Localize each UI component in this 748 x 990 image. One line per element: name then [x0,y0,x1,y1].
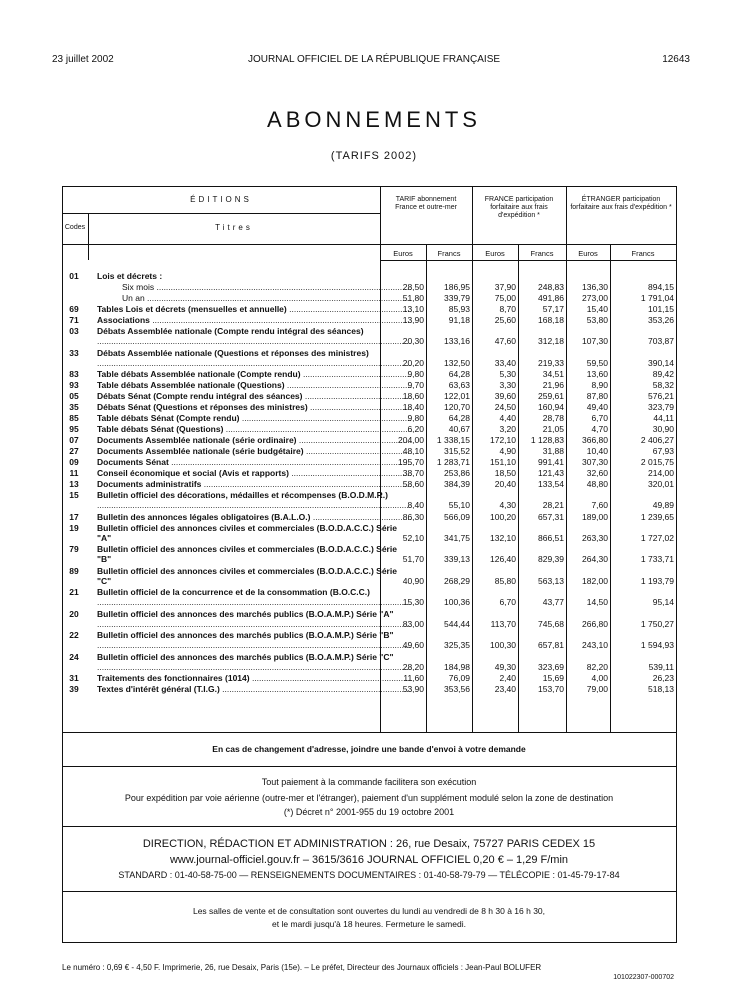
row-value: 1 727,02 [640,532,674,543]
row-value: 37,90 [494,282,516,292]
row-code: 79 [69,544,79,554]
table-row [62,304,674,315]
row-code: 33 [69,347,79,358]
row-value: 353,56 [444,684,470,694]
row-code: 17 [69,511,79,522]
editions-divider [62,213,380,214]
row-title: Bulletin officiel de la concurrence et de la consommation (B.O.C.C.) ..... [97,587,412,609]
row-title: Traitements des fonctionnaires (1014) ..... [97,673,412,683]
row-value: 82,20 [586,661,608,672]
row-title: Débats Assemblée nationale (Compte rendu intégral des séances) ..... [97,326,412,348]
decree-note: (*) Décret n° 2001-955 du 19 octobre 2001 [283,807,455,817]
table-bottom-border [62,732,676,733]
row-title: Documents Assemblée nationale (série ordinaire) ..... [97,435,412,445]
table-row [62,684,674,695]
payment-note: Tout paiement à la commande facilitera son exécution [261,777,477,787]
row-value: 390,14 [648,357,674,368]
row-value: 657,81 [538,640,564,650]
row-value: 1 193,79 [640,575,674,586]
row-code: 13 [69,479,79,489]
row-code: 83 [69,369,79,379]
direction-phones: STANDARD : 01-40-58-75-00 — RENSEIGNEMENTS DOCUMENTAIRES : 01-40-58-79-79 — TÉLÉCOPIE : 01-45-79-17-84 [118,870,620,880]
row-value: 64,28 [448,413,470,423]
row-value: 83,00 [402,618,424,629]
row-value: 91,18 [448,315,470,325]
table-row [62,380,674,391]
row-value: 31,88 [542,446,564,456]
row-code: 27 [69,446,79,456]
row-value: 38,70 [402,468,424,478]
sales-hours-2: et le mardi jusqu'à 18 heures. Fermeture le samedi. [272,919,466,929]
row-value: 866,51 [538,532,564,543]
row-value: 13,60 [586,369,608,379]
row-value: 9,80 [407,413,424,423]
row-value: 15,40 [586,304,608,314]
table-row [62,468,674,479]
table-row [62,490,674,512]
row-value: 6,70 [591,413,608,423]
direction-web: www.journal-officiel.gouv.fr – 3615/3616 JOURNAL OFFICIEL 0,20 € – 1,29 F/min [169,854,569,866]
row-value: 4,40 [499,413,516,423]
row-value: 576,21 [648,391,674,401]
row-value: 323,79 [648,402,674,412]
etranger-header: ÉTRANGER participation forfaitaire aux frais d'expédition * [570,196,672,211]
table-row [62,565,674,588]
row-value: 113,70 [490,618,516,629]
row-value: 2,40 [499,673,516,683]
row-value: 133,54 [538,479,564,489]
row-value: 1 283,71 [436,457,470,467]
row-value: 15,69 [542,673,564,683]
table-row [62,673,674,684]
row-value: 8,70 [499,304,516,314]
row-value: 49,89 [652,500,674,510]
table-row [62,315,674,326]
row-value: 195,70 [398,457,424,467]
row-value: 341,75 [444,532,470,543]
row-code: 11 [69,468,79,478]
row-value: 49,40 [586,402,608,412]
unit-francs-1: Francs [437,249,461,258]
row-value: 58,32 [652,380,674,390]
table-row [62,293,674,304]
row-value: 991,41 [538,457,564,467]
table-row [62,424,674,435]
row-value: 9,80 [407,369,424,379]
row-code: 39 [69,684,79,694]
row-value: 126,40 [490,554,516,564]
row-value: 339,13 [444,554,470,564]
row-value: 339,79 [444,293,470,303]
row-title: Bulletin officiel des annonces des marchés publics (B.O.A.M.P.) Série "B" ..... [97,630,412,652]
row-value: 136,30 [582,282,608,292]
row-title: Bulletin officiel des annonces des marchés publics (B.O.A.M.P.) Série "A" ..... [97,609,412,631]
row-value: 189,00 [582,511,608,522]
row-value: 132,50 [444,357,470,368]
row-value: 1 733,71 [640,554,674,564]
table-row [62,282,674,293]
row-value: 312,18 [538,336,564,346]
row-title: Documents Assemblée nationale (série budgétaire) ..... [97,446,412,456]
row-code: 69 [69,304,79,314]
row-value: 59,50 [586,357,608,368]
table-row [62,544,674,566]
row-value: 85,93 [448,304,470,314]
row-value: 153,70 [538,684,564,694]
row-code: 24 [69,651,79,662]
table-row [62,630,674,652]
row-value: 18,40 [402,402,424,412]
table-row [62,587,674,609]
row-value: 100,20 [490,511,516,522]
table-row [62,347,674,370]
row-value: 121,43 [538,468,564,478]
row-value: 320,01 [648,479,674,489]
row-title: Table débats Sénat (Compte rendu) ..... [97,413,412,423]
row-title: Table débats Sénat (Questions) ..... [97,424,412,434]
row-value: 539,11 [648,661,674,672]
row-value: 268,29 [444,575,470,586]
row-value: 32,60 [586,468,608,478]
row-title: Débats Sénat (Compte rendu intégral des séances) ..... [97,391,412,401]
row-value: 51,70 [402,554,424,564]
direction-address: DIRECTION, RÉDACTION ET ADMINISTRATION : 26, rue Desaix, 75727 PARIS CEDEX 15 [142,838,596,850]
row-code: 31 [69,673,79,683]
codes-divider [88,213,89,260]
row-title: Table débats Assemblée nationale (Questions) ..... [97,380,412,390]
row-value: 253,86 [444,468,470,478]
row-title: Bulletin officiel des annonces civiles et commerciales (B.O.D.A.C.C.) Série "A" ..... [97,523,412,545]
table-row [62,413,674,424]
header-divider [62,244,676,245]
row-value: 4,90 [499,446,516,456]
row-title: Lois et décrets : [97,271,163,281]
row-value: 49,60 [402,640,424,650]
row-value: 76,09 [448,673,470,683]
row-value: 21,05 [542,424,564,434]
unit-francs-3: Francs [631,249,655,258]
table-row [62,369,674,380]
notes-right-border [676,732,677,942]
row-value: 1 750,27 [640,618,674,629]
row-value: 28,50 [402,282,424,292]
row-value: 55,10 [448,500,470,510]
row-value: 58,60 [402,479,424,489]
row-value: 53,80 [586,315,608,325]
codes-header: Codes [64,224,86,231]
row-value: 13,90 [402,315,424,325]
row-value: 6,70 [499,597,516,607]
row-code: 19 [69,522,79,533]
row-value: 5,30 [499,369,516,379]
row-value: 43,77 [542,597,564,607]
row-value: 132,10 [490,532,516,543]
notes-left-border [62,732,63,942]
row-value: 264,30 [582,554,608,564]
row-value: 85,80 [494,575,516,586]
row-value: 34,51 [542,369,564,379]
row-value: 18,60 [402,391,424,401]
row-value: 4,30 [499,500,516,510]
row-value: 75,00 [494,293,516,303]
row-value: 182,00 [582,575,608,586]
row-value: 9,70 [407,380,424,390]
row-value: 40,67 [448,424,470,434]
row-value: 28,21 [542,500,564,510]
row-value: 1 239,65 [640,511,674,522]
row-value: 39,60 [494,391,516,401]
table-row [62,457,674,468]
row-title: Bulletin officiel des annonces des marchés publics (B.O.A.M.P.) Série "C" ..... [97,652,412,674]
row-value: 101,15 [648,304,674,314]
row-value: 491,86 [538,293,564,303]
row-value: 259,61 [538,391,564,401]
row-value: 53,90 [402,684,424,694]
row-title: Bulletin officiel des annonces civiles et commerciales (B.O.D.A.C.C.) Série "B" ..... [97,544,412,566]
row-value: 100,36 [444,597,470,607]
notes-divider-1 [62,766,676,767]
row-value: 266,80 [582,618,608,629]
tarif-header: TARIF abonnement France et outre-mer [395,196,457,211]
row-value: 28,78 [542,413,564,423]
row-value: 52,10 [402,532,424,543]
header-page-number: 12643 [662,54,690,65]
unit-euros-3: Euros [578,249,598,258]
row-value: 243,10 [582,640,608,650]
row-value: 122,01 [444,391,470,401]
table-row [62,402,674,413]
row-value: 48,10 [402,446,424,456]
row-title: Associations ..... [97,315,412,325]
row-value: 48,80 [586,479,608,489]
row-value: 51,80 [402,293,424,303]
row-value: 8,90 [591,380,608,390]
row-value: 10,40 [586,446,608,456]
row-value: 184,98 [444,661,470,672]
footer-text: Le numéro : 0,69 € - 4,50 F. Imprimerie, 26, rue Desaix, Paris (15e). – Le préfet, Directeur des Journaux officiels : Jean-Paul BOLUFER [62,963,542,972]
air-mail-note: Pour expédition par voie aérienne (outre-mer et l'étranger), paiement d'un supplément modulé selon la zone de destination [124,793,614,803]
row-value: 160,94 [538,402,564,412]
row-value: 384,39 [444,479,470,489]
row-value: 829,39 [538,554,564,564]
row-value: 4,00 [591,673,608,683]
notes-divider-2 [62,826,676,827]
row-value: 30,90 [652,424,674,434]
row-title: Tables Lois et décrets (mensuelles et annuelle) ..... [97,304,412,314]
row-value: 657,31 [538,511,564,522]
row-value: 64,28 [448,369,470,379]
row-value: 248,83 [538,282,564,292]
titres-header: Titres [215,223,253,232]
row-value: 40,90 [402,575,424,586]
row-value: 11,60 [403,673,424,683]
row-value: 315,52 [444,446,470,456]
row-value: 1 791,04 [640,293,674,303]
row-title: Textes d'intérêt général (T.I.G.) ..... [97,684,412,694]
row-value: 14,50 [586,597,608,607]
row-title: Un an ..... [97,293,412,303]
row-code: 20 [69,608,79,619]
row-title: Bulletin des annonces légales obligatoires (B.A.L.O.) ..... [97,512,412,522]
table-row [62,479,674,490]
row-value: 21,96 [542,380,564,390]
row-title: Bulletin officiel des décorations, médailles et récompenses (B.O.D.M.R.) ..... [97,490,412,512]
row-value: 120,70 [444,402,470,412]
row-title: Documents Sénat ..... [97,457,412,467]
row-value: 353,26 [648,315,674,325]
row-code: 15 [69,490,79,500]
unit-euros-2: Euros [485,249,505,258]
row-code: 01 [69,271,79,281]
row-value: 79,00 [586,684,608,694]
row-value: 325,35 [444,640,470,650]
row-value: 57,17 [542,304,564,314]
row-value: 172,10 [490,435,516,445]
table-right-border [676,186,677,732]
row-value: 186,95 [444,282,470,292]
row-value: 307,30 [582,457,608,467]
row-title: Six mois ..... [97,282,412,292]
row-value: 1 338,15 [436,435,470,445]
row-value: 1 128,83 [530,435,564,445]
row-value: 894,15 [648,282,674,292]
unit-francs-2: Francs [530,249,554,258]
row-value: 20,40 [494,479,516,489]
row-value: 214,00 [648,468,674,478]
row-value: 263,30 [582,532,608,543]
row-value: 3,30 [499,380,516,390]
units-divider [380,260,676,261]
row-value: 273,00 [582,293,608,303]
header-journal-name: JOURNAL OFFICIEL DE LA RÉPUBLIQUE FRANÇAISE [247,54,501,65]
table-top-border [62,186,676,187]
row-value: 544,44 [444,618,470,629]
row-value: 1 594,93 [640,640,674,650]
table-row [62,522,674,545]
table-row [62,391,674,402]
row-value: 63,63 [448,380,470,390]
row-value: 518,13 [648,684,674,694]
row-title: Débats Sénat (Questions et réponses des ministres) ..... [97,402,412,412]
row-code: 21 [69,587,79,597]
row-code: 05 [69,391,79,401]
table-row [62,435,674,446]
row-value: 563,13 [538,575,564,586]
row-title: Table débats Assemblée nationale (Compte rendu) ..... [97,369,412,379]
row-value: 2 015,75 [640,457,674,467]
row-value: 151,10 [490,457,516,467]
row-title: Conseil économique et social (Avis et rapports) ..... [97,468,412,478]
row-title: Documents administratifs ..... [97,479,412,489]
row-code: 93 [69,380,79,390]
row-value: 703,87 [648,336,674,346]
row-value: 204,00 [398,435,424,445]
row-code: 09 [69,457,79,467]
row-value: 44,11 [653,413,674,423]
row-value: 86,30 [402,511,424,522]
sales-hours-1: Les salles de vente et de consultation sont ouvertes du lundi au vendredi de 8 h 30 à 16 h 30, [192,906,546,916]
row-value: 24,50 [494,402,516,412]
row-value: 4,70 [591,424,608,434]
row-code: 85 [69,413,79,423]
row-value: 23,40 [494,684,516,694]
row-value: 95,14 [652,597,674,607]
row-code: 03 [69,326,79,336]
row-value: 8,40 [407,500,424,510]
row-value: 25,60 [494,315,516,325]
page-subtitle: (TARIFS 2002) [330,150,418,162]
row-value: 67,93 [652,446,674,456]
address-change-note: En cas de changement d'adresse, joindre une bande d'envoi à votre demande [212,744,526,754]
footer-reference: 101022307-000702 [613,974,674,981]
row-value: 87,80 [586,391,608,401]
row-value: 2 406,27 [640,435,674,445]
row-value: 47,60 [494,336,516,346]
row-value: 18,50 [494,468,516,478]
row-value: 15,30 [402,597,424,607]
row-value: 26,23 [652,673,674,683]
editions-header: ÉDITIONS [190,195,252,204]
row-value: 366,80 [582,435,608,445]
row-value: 566,09 [444,511,470,522]
row-code: 07 [69,435,79,445]
row-code: 95 [69,424,79,434]
notes-divider-3 [62,891,676,892]
notes-bottom-border [62,942,677,943]
row-value: 33,40 [494,357,516,368]
row-value: 745,68 [538,618,564,629]
table-row [62,326,674,348]
france-header: FRANCE participation forfaitaire aux frais d'expédition * [484,196,554,219]
header-date: 23 juillet 2002 [52,54,114,65]
table-row [62,511,674,523]
row-value: 6,20 [407,424,424,434]
row-value: 107,30 [582,336,608,346]
row-value: 100,30 [490,640,516,650]
row-value: 3,20 [499,424,516,434]
row-value: 20,30 [402,336,424,346]
row-title: Débats Assemblée nationale (Questions et réponses des ministres) ..... [97,348,412,370]
row-value: 89,42 [652,369,674,379]
row-value: 28,20 [402,661,424,672]
table-row [62,271,662,282]
row-value: 133,16 [444,336,470,346]
row-value: 168,18 [538,315,564,325]
row-value: 20,20 [402,357,424,368]
page-title: ABONNEMENTS [267,107,481,132]
row-value: 49,30 [494,661,516,672]
row-code: 22 [69,630,79,640]
row-code: 89 [69,565,79,576]
row-value: 323,69 [538,661,564,672]
row-code: 35 [69,402,79,412]
table-row [62,446,674,457]
row-value: 13,10 [402,304,424,314]
table-row [62,608,674,631]
row-value: 219,33 [538,357,564,368]
table-row [62,651,674,674]
row-code: 71 [69,315,79,325]
row-title: Bulletin officiel des annonces civiles et commerciales (B.O.D.A.C.C.) Série "C" ..... [97,566,412,588]
unit-euros-1: Euros [393,249,413,258]
row-value: 7,60 [591,500,608,510]
